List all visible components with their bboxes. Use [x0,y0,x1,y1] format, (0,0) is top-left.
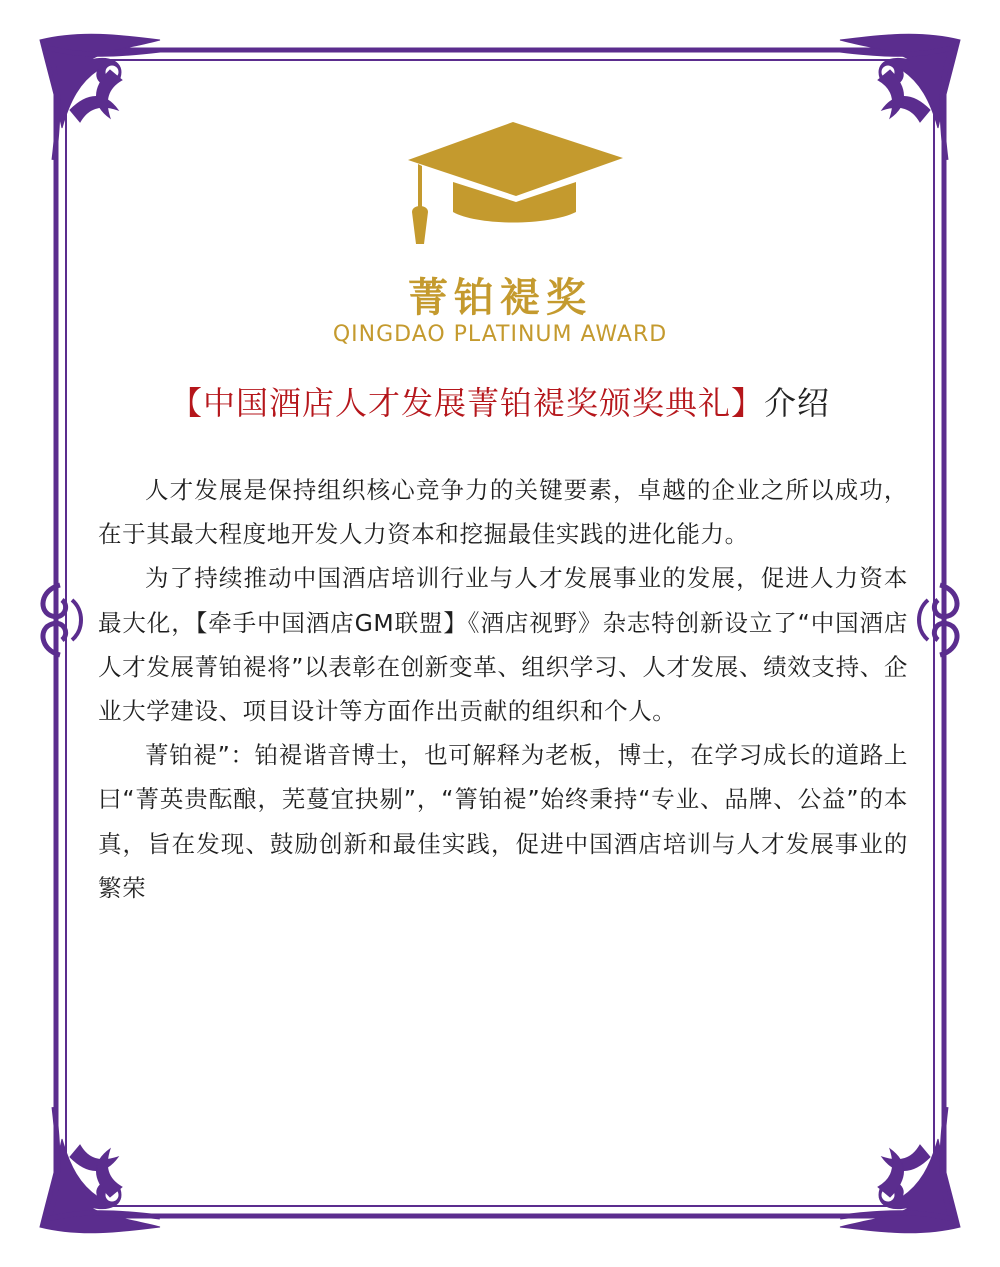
award-english-name: QINGDAO PLATINUM AWARD [332,322,668,347]
line: 为了持续推动中国酒店培训行业与人才发展事业的发展，促进人 [145,564,835,593]
paragraph-3 [98,733,908,910]
line: 习、人才发展、绩效支持、企业大学建设、项目设计等方面作出贡 [98,652,908,726]
graduation-cap-icon [398,120,628,250]
line: 促进中国酒店培训与人才发展事业的繁荣 [98,829,908,902]
line: 设立了“中国酒店人才发展菁铂褆将”以表彰在创新变革、组织学 [98,608,908,681]
corner-ornament [40,34,160,160]
intro-title [0,378,1000,424]
line: 长的道路上曰“菁英贵酝酿，芜蔓宜抉剔”，“箐铂褆”始终秉持 [98,741,909,814]
intro-title-main: 【中国酒店人才发展菁铂褆奖颁奖典礼】 [169,384,764,422]
line: 献的组织和个人。 [483,697,677,726]
intro-title-suffix: 介绍 [764,384,831,422]
paragraph-2 [98,556,908,733]
line: 人才发展是保持组织核心竞争力的关键要素，卓越的企业之所 [145,476,811,504]
line: 力资本最大化，【牵手中国酒店GM联盟】《酒店视野》杂志特创新 [98,564,908,637]
award-name: 菁铂褆奖 [408,274,592,321]
paragraph-1 [98,468,908,556]
line: 力。 [700,520,749,549]
side-ornament [43,585,81,655]
line: 菁铂褆”：铂褆谐音博士，也可解释为老板，博士，在学习成 [145,741,788,770]
line: 以成功，在于其最大程度地开发人力资本和挖掘最佳实践的进化能 [98,476,909,549]
line: “专业、品牌、公益”的本真，旨在发现、鼓励创新和最佳实践， [98,785,908,858]
body-text [98,468,908,910]
